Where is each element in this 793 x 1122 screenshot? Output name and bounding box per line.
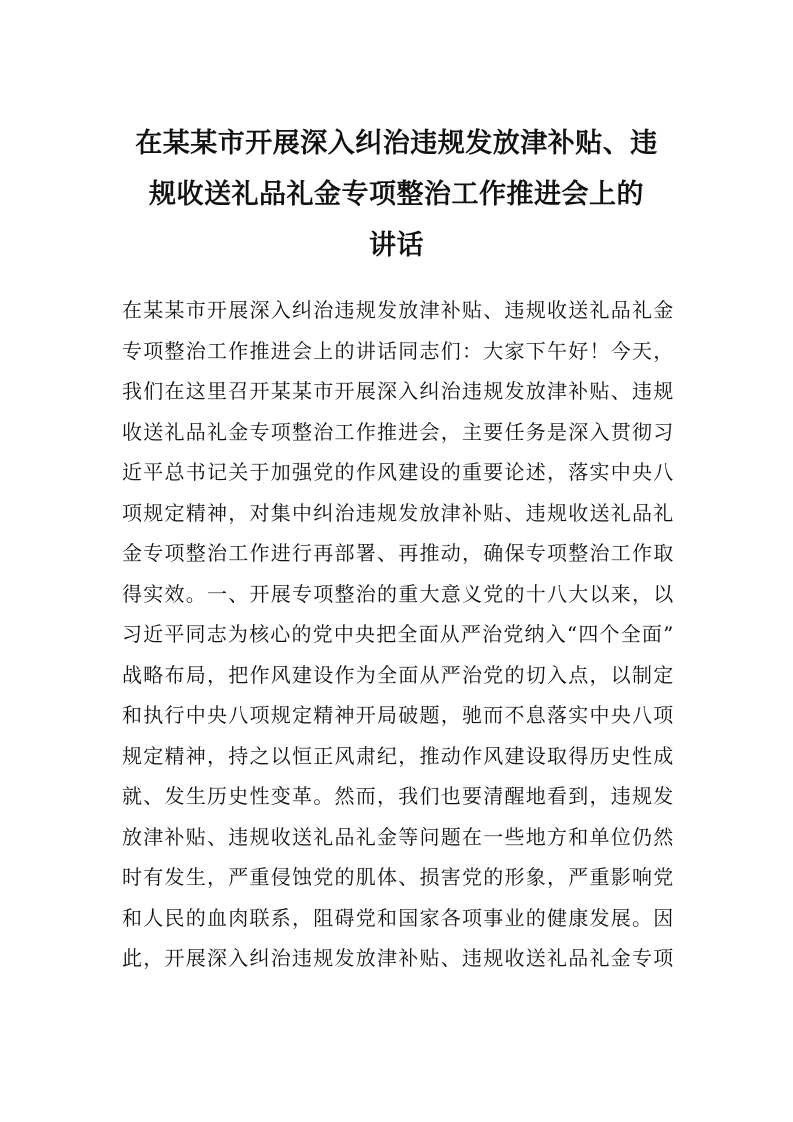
body-line: 战略布局，把作风建设作为全面从严治党的切入点，以制定 [122,662,674,687]
body-line: 金专项整治工作进行再部署、再推动，确保专项整治工作取 [122,541,674,565]
body-line: 项规定精神，对集中纠治违规发放津补贴、违规收送礼品礼 [122,500,674,525]
title-line: 在某某市开展深入纠治违规发放津补贴、违 [135,128,658,159]
body-line: 和人民的血肉联系，阻碍党和国家各项事业的健康发展。因 [122,905,674,930]
title-line: 规收送礼品礼金专项整治工作推进会上的 [149,179,644,210]
body-line: 放津补贴、违规收送礼品礼金等问题在一些地方和单位仍然 [122,824,674,849]
document-title [100,118,693,271]
body-line: 得实效。一、开展专项整治的重大意义党的十八大以来，以 [122,581,674,606]
body-line: 和执行中央八项规定精神开局破题，驰而不息落实中央八项 [122,703,674,727]
document-body [122,290,674,979]
body-line: 习近平同志为核心的党中央把全面从严治党纳入“四个全面” [122,622,674,646]
body-line: 专项整治工作推进会上的讲话同志们：大家下午好！今天， [122,338,674,363]
body-line: 我们在这里召开某某市开展深入纠治违规发放津补贴、违规 [122,379,674,403]
body-line: 此，开展深入纠治违规发放津补贴、违规收送礼品礼金专项 [122,946,674,970]
body-line: 规定精神，持之以恒正风肃纪，推动作风建设取得历史性成 [122,743,674,768]
body-line: 在某某市开展深入纠治违规发放津补贴、违规收送礼品礼金 [122,298,674,322]
body-line: 时有发生，严重侵蚀党的肌体、损害党的形象，严重影响党 [122,865,674,889]
body-line: 收送礼品礼金专项整治工作推进会，主要任务是深入贯彻习 [122,419,674,444]
body-line: 就、发生历史性变革。然而，我们也要清醒地看到，违规发 [122,784,674,808]
body-line: 近平总书记关于加强党的作风建设的重要论述，落实中央八 [122,460,674,484]
title-line: 讲话 [369,230,424,261]
